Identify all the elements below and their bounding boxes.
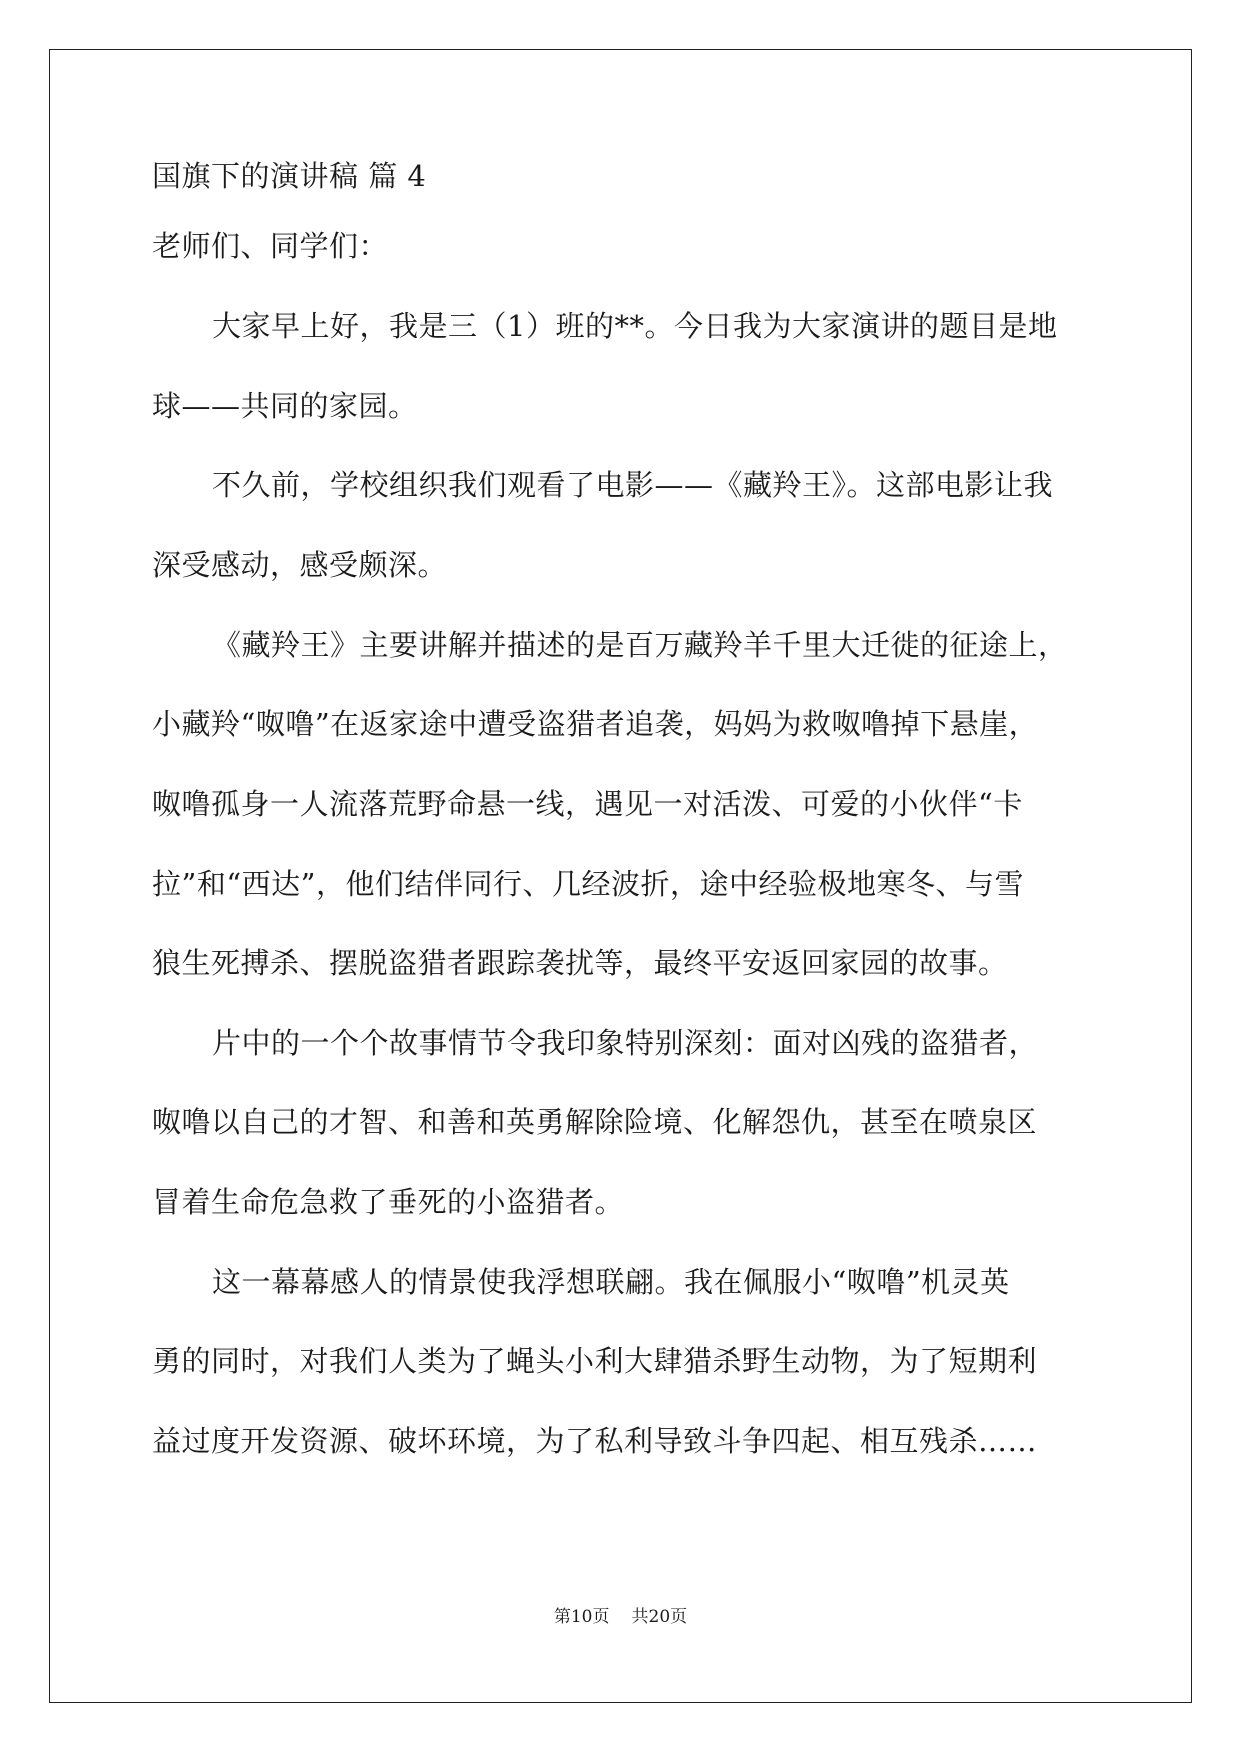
paragraph-line: 不久前，学校组织我们观看了电影——《藏羚王》。这部电影让我 xyxy=(212,468,1054,502)
page-footer xyxy=(0,1606,1241,1628)
paragraph-line: 益过度开发资源、破坏环境，为了私利导致斗争四起、相互残杀…… xyxy=(152,1424,1038,1458)
page-total: 共20页 xyxy=(631,1607,688,1627)
paragraph-line: 冒着生命危急救了垂死的小盗猎者。 xyxy=(152,1185,625,1219)
paragraph-line: 呶噜孤身一人流落荒野命悬一线，遇见一对活泼、可爱的小伙伴“卡 xyxy=(152,787,1023,821)
paragraph-line: 深受感动，感受颇深。 xyxy=(152,548,448,582)
paragraph-line: 这一幕幕感人的情景使我浮想联翩。我在佩服小“呶噜”机灵英 xyxy=(212,1265,1010,1299)
paragraph-line: 小藏羚“呶噜”在返家途中遭受盗猎者追袭，妈妈为救呶噜掉下悬崖， xyxy=(152,707,1039,741)
paragraph-line: 大家早上好，我是三（1）班的**。今日我为大家演讲的题目是地 xyxy=(212,309,1058,343)
page-number: 第10页 xyxy=(553,1607,610,1627)
paragraph-line: 狼生死搏杀、摆脱盗猎者跟踪袭扰等，最终平安返回家园的故事。 xyxy=(152,946,1008,980)
paragraph-line: 《藏羚王》主要讲解并描述的是百万藏羚羊千里大迁徙的征途上， xyxy=(212,628,1068,662)
paragraph-line: 片中的一个个故事情节令我印象特别深刻：面对凶残的盗猎者， xyxy=(212,1026,1039,1060)
paragraph-line: 拉”和“西达”，他们结伴同行、几经波折，途中经验极地寒冬、与雪 xyxy=(152,867,1024,901)
salutation: 老师们、同学们： xyxy=(152,229,389,263)
paragraph-line: 球——共同的家园。 xyxy=(152,389,418,423)
paragraph-line: 呶噜以自己的才智、和善和英勇解除险境、化解怨仇，甚至在喷泉区 xyxy=(152,1105,1038,1139)
paragraph-line: 勇的同时，对我们人类为了蝇头小利大肆猎杀野生动物，为了短期利 xyxy=(152,1344,1038,1378)
document-title: 国旗下的演讲稿 篇 4 xyxy=(152,159,427,193)
